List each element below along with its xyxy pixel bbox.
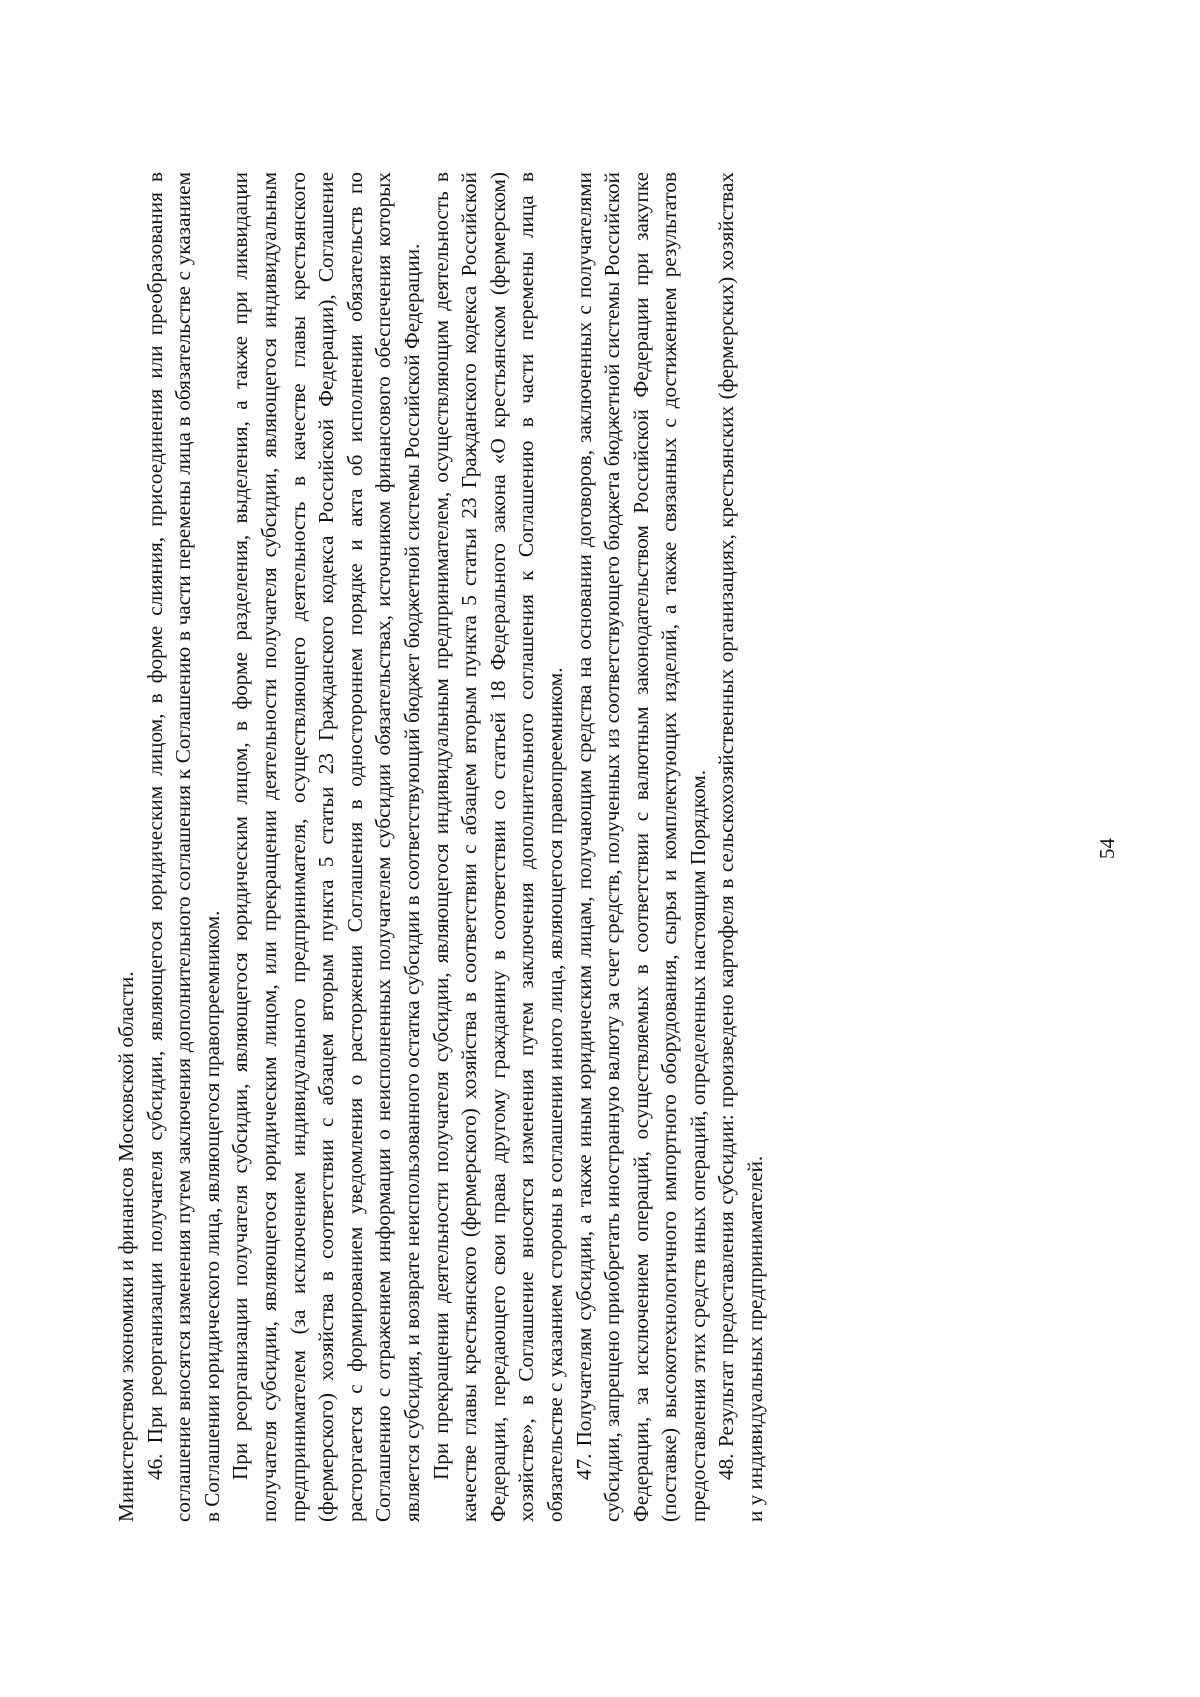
paragraph-48: 48. Результат предоставления субсидии: произведено картофеля в сельскохозяйственных организациях, крестьянских (фермерских) хозяйствах и у индивидуальных предпринимателей.: [714, 172, 768, 1522]
paragraph-termination: При прекращении деятельности получателя субсидии, являющегося индивидуальным предпринимателем, осуществляющим деятельность в качестве главы крестьянского (фермерского) хозяйства в соответствии с абзацем вторым пункта 5 статьи 23 Гражданского кодекса Российской Федерации, передающего свои права другому гражданину в соответствии со статьей 18 Федерального закона «О крестьянском (фермерском) хозяйстве», в Соглашение вносятся изменения путем заключения дополнительного соглашения к Соглашению в части перемены лица в обязательстве с указанием стороны в соглашении иного лица, являющегося правопреемником.: [428, 172, 567, 1522]
document-body: [112, 172, 1042, 1522]
paragraph-reorganization: При реорганизации получателя субсидии, являющегося юридическим лицом, в форме разделения, выделения, а также при ликвидации получателя субсидии, являющегося юридическим лицом, или прекращении деятельности получателя субсидии, являющегося индивидуальным предпринимателем (за исключением индивидуального предпринимателя, осуществляющего деятельность в качестве главы крестьянского (фермерского) хозяйства в соответствии с абзацем вторым пункта 5 статьи 23 Гражданского кодекса Российской Федерации), Соглашение расторгается с формированием уведомления о расторжении Соглашения в одностороннем порядке и акта об исполнении обязательств по Соглашению с отражением информации о неисполненных получателем субсидии обязательствах, источником финансового обеспечения которых является субсидия, и возврате неиспользованного остатка субсидии в соответствующий бюджет бюджетной системы Российской Федерации.: [228, 172, 424, 1522]
page-number: 54: [1095, 838, 1119, 859]
paragraph-intro: Министерством экономики и финансов Московской области.: [114, 971, 138, 1522]
paragraph-46: 46. При реорганизации получателя субсидии, являющегося юридическим лицом, в форме слияния, присоединения или преобразования в соглашение вносятся изменения путем заключения дополнительного соглашения к Соглашению в части перемены лица в обязательстве с указанием в Соглашении юридического лица, являющегося правопреемником.: [142, 172, 224, 1522]
paragraph-47: 47. Получателям субсидии, а также иным юридическим лицам, получающим средства на основании договоров, заключенных с получателями субсидии, запрещено приобретать иностранную валюту за счет средств, полученных из соответствующего бюджета бюджетной системы Российской Федерации, за исключением операций, осуществляемых в соответствии с валютным законодательством Российской Федерации при закупке (поставке) высокотехнологичного импортного оборудования, сырья и комплектующих изделий, а также связанных с достижением результатов предоставления этих средств иных операций, определенных настоящим Порядком.: [571, 172, 710, 1522]
